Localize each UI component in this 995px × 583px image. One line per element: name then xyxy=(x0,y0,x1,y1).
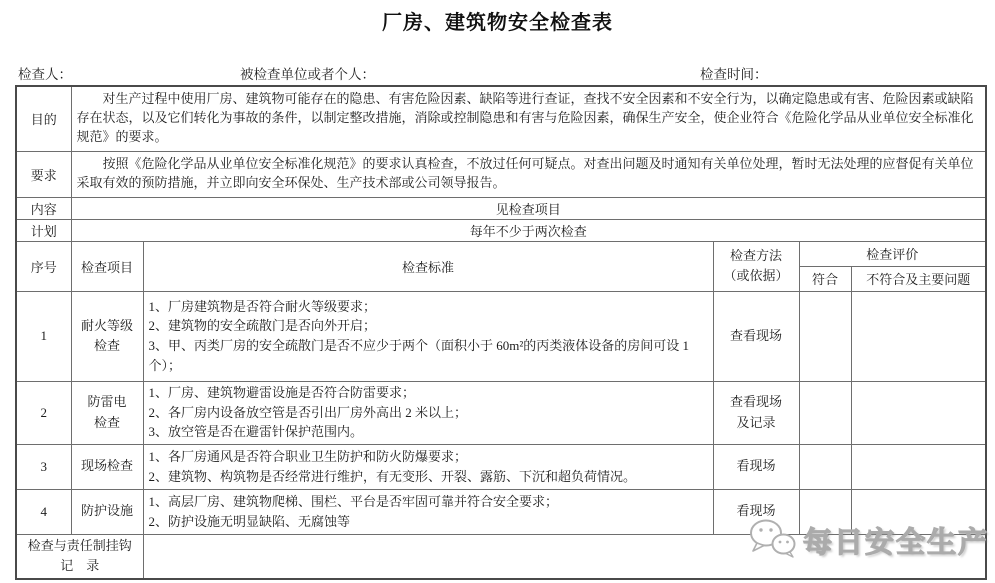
col-header-evaluation: 检查评价 xyxy=(799,241,986,266)
plan-row xyxy=(16,219,986,241)
watermark-text: 每日安全生产 xyxy=(803,526,990,559)
inspected-unit-label: 被检查单位或者个人： xyxy=(240,67,375,82)
standard-line: 1、厂房建筑物是否符合耐火等级要求； xyxy=(148,298,377,314)
row-num: 1 xyxy=(16,291,71,381)
requirement-label: 要求 xyxy=(16,151,71,197)
row-nonconform-cell xyxy=(851,381,986,444)
content-row xyxy=(16,197,986,219)
footer-record-label-line1: 检查与责任制挂钩 xyxy=(27,538,132,554)
row-conform-cell xyxy=(799,489,851,534)
inspection-row-2 xyxy=(16,381,986,444)
standard-line: 2、各厂房内设备放空管是否引出厂房外高出 2 米以上； xyxy=(148,404,468,420)
inspection-time-label: 检查时间： xyxy=(700,67,768,82)
inspection-row-4 xyxy=(16,489,986,534)
row-nonconform-cell xyxy=(851,489,986,534)
row-standards xyxy=(143,381,713,444)
standard-line: 2、防护设施无明显缺陷、无腐蚀等 xyxy=(148,513,351,529)
row-conform-cell xyxy=(799,291,851,381)
row-num: 2 xyxy=(16,381,71,444)
purpose-row xyxy=(16,86,986,151)
content-text: 见检查项目 xyxy=(71,197,986,219)
row-item xyxy=(71,444,143,489)
col-header-conform: 符合 xyxy=(799,266,851,291)
row-item-line: 耐火等级 xyxy=(80,317,133,333)
row-num: 3 xyxy=(16,444,71,489)
row-item-line: 防雷电 xyxy=(87,394,127,410)
row-method xyxy=(713,291,799,381)
footer-record-value-cell xyxy=(143,534,986,579)
standard-line: 3、甲、丙类厂房的安全疏散门是否不应少于两个（面积小于 60m²的丙类液体设备的房间可设 1 个）； xyxy=(148,338,690,373)
row-item-line: 防护设施 xyxy=(80,503,133,519)
col-header-method-line1: 检查方法 xyxy=(729,247,782,263)
plan-label: 计划 xyxy=(16,219,71,241)
inspection-sheet-table xyxy=(15,85,990,580)
standard-line: 1、高层厂房、建筑物爬梯、围栏、平台是否牢固可靠并符合安全要求； xyxy=(148,493,559,509)
row-standards xyxy=(143,489,713,534)
row-num: 4 xyxy=(16,489,71,534)
standard-line: 2、建筑物的安全疏散门是否向外开启； xyxy=(148,318,377,334)
row-method-line: 查看现场 xyxy=(729,394,782,410)
row-method-line: 查看现场 xyxy=(729,327,782,343)
col-header-standard: 检查标准 xyxy=(143,241,713,291)
row-item xyxy=(71,489,143,534)
row-standards xyxy=(143,444,713,489)
col-header-item: 检查项目 xyxy=(71,241,143,291)
inspector-label: 检查人： xyxy=(18,67,72,82)
col-header-method xyxy=(713,241,799,291)
row-conform-cell xyxy=(799,444,851,489)
requirement-row xyxy=(16,151,986,197)
standard-line: 3、放空管是否在避雷针保护范围内。 xyxy=(148,424,364,440)
footer-record-label-line2: 记 录 xyxy=(60,558,100,574)
row-method xyxy=(713,489,799,534)
plan-text: 每年不少于两次检查 xyxy=(71,219,986,241)
row-nonconform-cell xyxy=(851,444,986,489)
requirement-text: 按照《危险化学品从业单位安全标准化规范》的要求认真检查，不放过任何可疑点。对查出问题及时通知有关单位处理，暂时无法处理的应督促有关单位采取有效的预防措施，并立即向安全环保处、生产技术部或公司领导报告。 xyxy=(71,151,986,197)
standard-line: 2、建筑物、构筑物是否经常进行维护，有无变形、开裂、露筋、下沉和超负荷情况。 xyxy=(148,468,637,484)
content-label: 内容 xyxy=(16,197,71,219)
row-method-line: 及记录 xyxy=(736,414,776,430)
col-header-num: 序号 xyxy=(16,241,71,291)
row-method xyxy=(713,444,799,489)
footer-record-label xyxy=(16,534,143,579)
row-method-line: 看现场 xyxy=(736,458,776,474)
row-method xyxy=(713,381,799,444)
inspection-row-3 xyxy=(16,444,986,489)
row-item xyxy=(71,381,143,444)
footer-record-row xyxy=(16,534,986,579)
col-header-nonconform: 不符合及主要问题 xyxy=(851,266,986,291)
col-header-method-line2: （或依据） xyxy=(723,268,789,283)
row-conform-cell xyxy=(799,381,851,444)
row-item-line: 现场检查 xyxy=(80,458,133,474)
standard-line: 1、各厂房通风是否符合职业卫生防护和防火防爆要求； xyxy=(148,448,468,464)
row-standards xyxy=(143,291,713,381)
purpose-text: 对生产过程中使用厂房、建筑物可能存在的隐患、有害危险因素、缺陷等进行查证，查找不安全因素和不安全行为，以确定隐患或有害、危险因素或缺陷存在状态，以及它们转化为事故的条件，以制定整改措施，消除或控制隐患和有害与危险因素，确保生产安全，使企业符合《危险化学品从业单位安全标准化规范》的要求。 xyxy=(71,86,986,151)
row-method-line: 看现场 xyxy=(736,503,776,519)
table-header-row xyxy=(16,241,986,266)
row-nonconform-cell xyxy=(851,291,986,381)
standard-line: 1、厂房、建筑物避雷设施是否符合防雷要求； xyxy=(148,384,416,400)
row-item-line: 检查 xyxy=(93,414,120,430)
inspection-row-1 xyxy=(16,291,986,381)
row-item xyxy=(71,291,143,381)
row-item-line: 检查 xyxy=(93,338,120,353)
purpose-label: 目的 xyxy=(16,86,71,151)
page-title: 厂房、建筑物安全检查表 xyxy=(382,12,613,34)
